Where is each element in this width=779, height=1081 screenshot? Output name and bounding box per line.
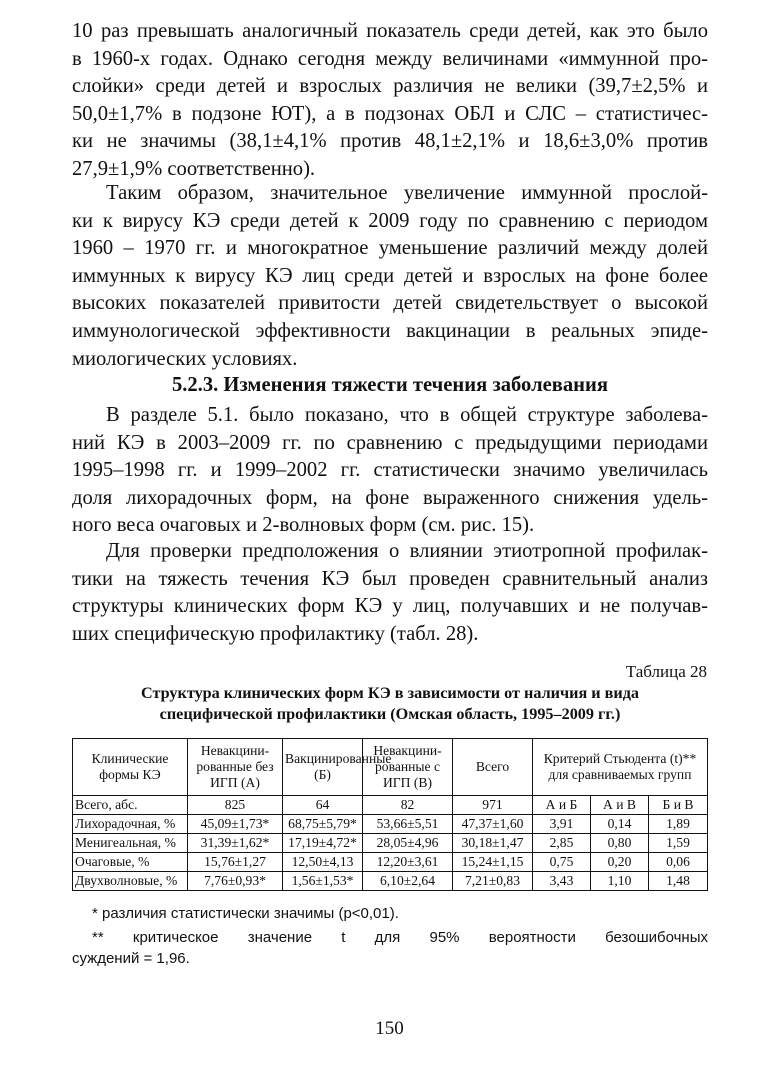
- table-cell: 2,85: [533, 834, 591, 853]
- text-line: В разделе 5.1. было показано, что в общей структуре заболева-: [106, 404, 708, 426]
- text-line: ки не значимы (38,1±4,1% против 48,1±2,1% и 18,6±3,0% против: [72, 130, 708, 153]
- table-cell: 0,80: [591, 834, 649, 853]
- row-header-cell: Очаговые, %: [73, 853, 188, 872]
- table-cell: 0,75: [533, 853, 591, 872]
- table-cell: 825: [188, 796, 283, 815]
- paragraph-3: [72, 402, 708, 540]
- paragraph-4: [72, 538, 708, 648]
- table-row: [73, 834, 708, 853]
- table-caption-line: Структура клинических форм КЭ в зависимости от наличия и вида: [141, 684, 639, 702]
- table-caption: [60, 683, 720, 725]
- text-line: 50,0±1,7% в подзоне ЮТ), а в подзонах ОБЛ и СЛС – статистичес-: [72, 102, 708, 125]
- table-cell: 3,43: [533, 872, 591, 891]
- text-line: Таким образом, значительное увеличение иммунной прослой-: [106, 182, 708, 204]
- table-cell: 12,20±3,61: [363, 853, 453, 872]
- row-header-cell: Менигеальная, %: [73, 834, 188, 853]
- table-cell: 17,19±4,72*: [283, 834, 363, 853]
- header-forms: Клинические формы КЭ: [73, 739, 188, 796]
- text-line: 27,9±1,9% соответственно).: [72, 157, 316, 180]
- text-line: структуры клинических форм КЭ у лиц, получавших и не получав-: [72, 595, 708, 618]
- paragraph-1: [72, 18, 708, 184]
- text-line: в 1960-х годах. Однако сегодня между величинами «иммунной про-: [72, 47, 708, 70]
- table-cell: 1,56±1,53*: [283, 872, 363, 891]
- table-label: Таблица 28: [625, 662, 707, 681]
- header-group-a: Невакцини-рованные без ИГП (А): [188, 739, 283, 796]
- table-cell: Б и В: [649, 796, 708, 815]
- text-line: 1960 – 1970 гг. и многократное уменьшение различий между долей: [72, 237, 708, 260]
- table-cell: 1,48: [649, 872, 708, 891]
- text-line: высоких показателей привитости детей свидетельствует о высокой: [72, 292, 708, 315]
- table-cell: 15,24±1,15: [453, 853, 533, 872]
- table-cell: 12,50±4,13: [283, 853, 363, 872]
- table-body: [73, 796, 708, 891]
- table-cell: 68,75±5,79*: [283, 815, 363, 834]
- table-cell: 31,39±1,62*: [188, 834, 283, 853]
- table-row: [73, 872, 708, 891]
- table-cell: А и Б: [533, 796, 591, 815]
- table-row: [73, 796, 708, 815]
- text-line: 1995–1998 гг. и 1999–2002 гг. статистически значимо увеличилась: [72, 459, 708, 482]
- table-row: [73, 815, 708, 834]
- text-line: ний КЭ в 2003–2009 гг. по сравнению с предыдущими периодами: [72, 431, 708, 454]
- table-cell: 3,91: [533, 815, 591, 834]
- table-cell: 0,06: [649, 853, 708, 872]
- text-line: иммунных к вирусу КЭ лиц среди детей и взрослых на фоне более: [72, 264, 708, 287]
- text-line: доля лихорадочных форм, на фоне выраженного снижения удель-: [72, 486, 708, 509]
- table-cell: 1,59: [649, 834, 708, 853]
- text-line: слойки» среди детей и взрослых различия не велики (39,7±2,5% и: [72, 75, 708, 98]
- text-line: Для проверки предположения о влиянии этиотропной профилак-: [106, 540, 708, 562]
- table-cell: 15,76±1,27: [188, 853, 283, 872]
- table-cell: 47,37±1,60: [453, 815, 533, 834]
- table-cell: 64: [283, 796, 363, 815]
- table-cell: 1,10: [591, 872, 649, 891]
- table-cell: 1,89: [649, 815, 708, 834]
- text-line: ного веса очаговых и 2-волновых форм (см. рис. 15).: [72, 514, 535, 537]
- header-group-b: Вакцинированные (Б): [283, 739, 363, 796]
- row-header-cell: Двухволновые, %: [73, 872, 188, 891]
- table-caption-line: специфической профилактики (Омская область, 1995–2009 гг.): [159, 705, 621, 723]
- table-cell: 971: [453, 796, 533, 815]
- clinical-forms-table: [72, 738, 708, 891]
- text-line: 10 раз превышать аналогичный показатель среди детей, как это было: [72, 20, 708, 42]
- paragraph-2: [72, 180, 708, 373]
- table-cell: 30,18±1,47: [453, 834, 533, 853]
- table-row: [73, 853, 708, 872]
- footnote-critical-value: [72, 927, 708, 969]
- page-number: 150: [375, 1018, 404, 1039]
- table-cell: 6,10±2,64: [363, 872, 453, 891]
- table-cell: 28,05±4,96: [363, 834, 453, 853]
- row-header-cell: Всего, абс.: [73, 796, 188, 815]
- footnote-line: ** критическое значение t для 95% вероятности безошибочных: [92, 929, 708, 946]
- table-cell: 0,14: [591, 815, 649, 834]
- footnote-significance: * различия статистически значимы (р<0,01).: [92, 905, 399, 922]
- footnote-line: суждений = 1,96.: [72, 950, 190, 967]
- text-line: миологических условиях.: [72, 347, 298, 370]
- row-header-cell: Лихорадочная, %: [73, 815, 188, 834]
- text-line: ших специфическую профилактику (табл. 28).: [72, 622, 479, 645]
- header-total: Всего: [453, 739, 533, 796]
- section-heading: 5.2.3. Изменения тяжести течения заболевания: [171, 374, 609, 396]
- table-cell: 45,09±1,73*: [188, 815, 283, 834]
- table-cell: 7,21±0,83: [453, 872, 533, 891]
- header-criterion: Критерий Стьюдента (t)** для сравниваемых групп: [533, 739, 708, 796]
- table-cell: 53,66±5,51: [363, 815, 453, 834]
- table-cell: 82: [363, 796, 453, 815]
- header-group-v: Невакцини-рованные с ИГП (В): [363, 739, 453, 796]
- text-line: иммунологической эффективности вакцинации в реальных эпиде-: [72, 319, 708, 342]
- text-line: тики на тяжесть течения КЭ был проведен сравнительный анализ: [72, 567, 708, 590]
- table-cell: 7,76±0,93*: [188, 872, 283, 891]
- text-line: ки к вирусу КЭ среди детей к 2009 году по сравнению с периодом: [72, 209, 708, 232]
- table-cell: А и В: [591, 796, 649, 815]
- table-cell: 0,20: [591, 853, 649, 872]
